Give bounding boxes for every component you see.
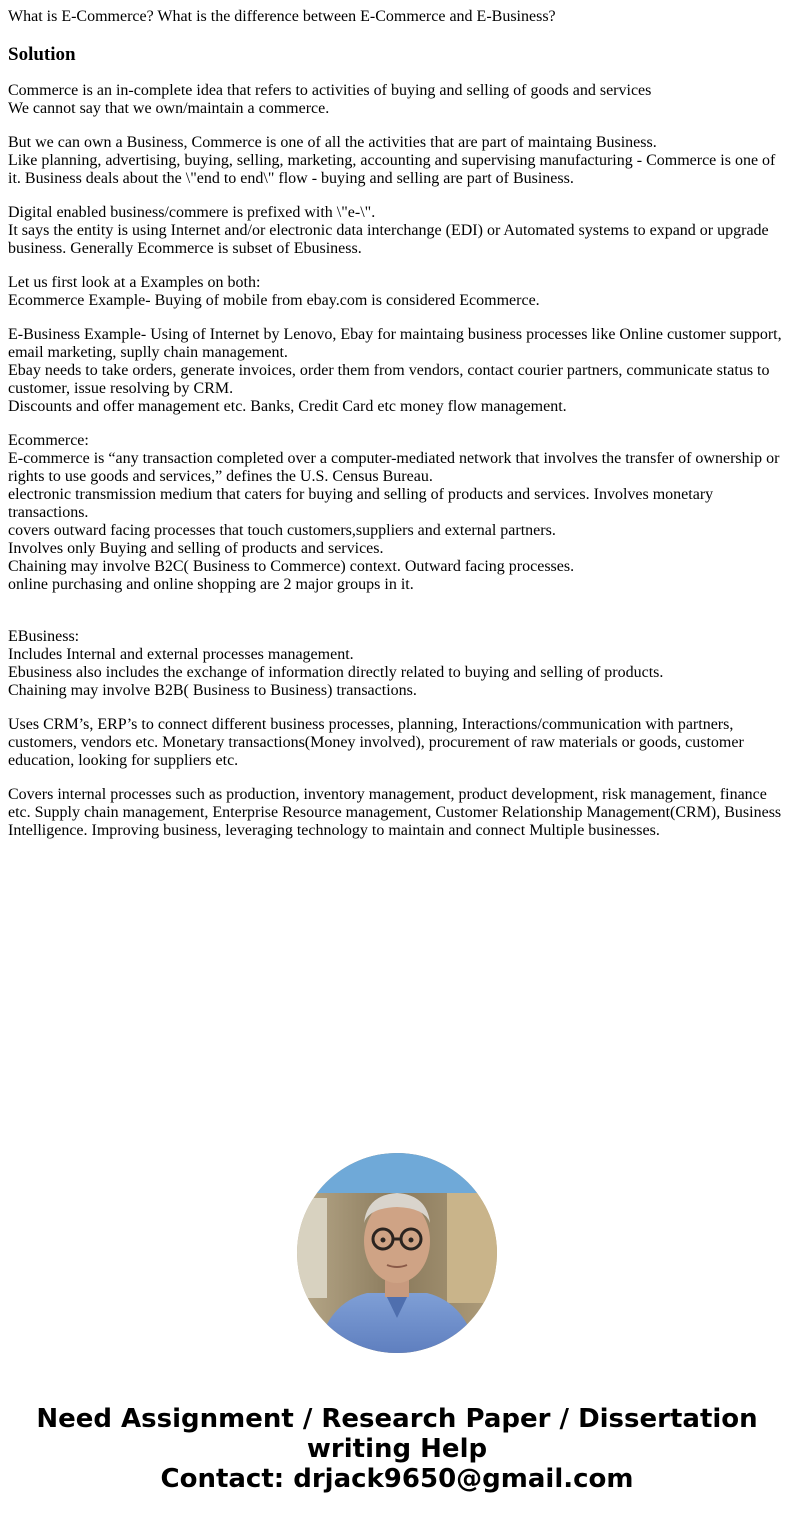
author-photo <box>297 1153 497 1353</box>
paragraph-line: Ecommerce: <box>8 432 89 449</box>
paragraph-examples <box>8 274 786 310</box>
paragraph-line: Involves only Buying and selling of products and services. <box>8 540 384 557</box>
question-text: What is E-Commerce? What is the difference between E-Commerce and E-Business? <box>8 8 556 25</box>
paragraph-line: Like planning, advertising, buying, selling, marketing, accounting and supervising manufacturing - Commerce is one of it. Business deals about the \"end to end\" flow - buying and selling are part of Business. <box>8 152 776 187</box>
paragraph-line: Digital enabled business/commere is prefixed with \"e-\". <box>8 204 376 221</box>
paragraph-line: Discounts and offer management etc. Banks, Credit Card etc money flow management. <box>8 398 567 415</box>
paragraph-line: Ecommerce Example- Buying of mobile from ebay.com is considered Ecommerce. <box>8 292 540 309</box>
paragraph-line: We cannot say that we own/maintain a commerce. <box>8 100 330 117</box>
paragraph-digital <box>8 204 786 258</box>
paragraph-line: covers outward facing processes that touch customers,suppliers and external partners. <box>8 522 556 539</box>
author-photo-image <box>297 1153 497 1353</box>
paragraph-line: Uses CRM’s, ERP’s to connect different business processes, planning, Interactions/communication with partners, customers, vendors etc. Monetary transactions(Money involved), procurement of raw materials or goods, customer education, looking for suppliers etc. <box>8 716 744 769</box>
paragraph-crm-erp <box>8 716 786 770</box>
banner-line: writing Help <box>306 1434 488 1464</box>
solution-heading: Solution <box>8 44 76 65</box>
banner-line: Need Assignment / Research Paper / Dissertation <box>36 1404 758 1434</box>
paragraph-commerce-intro <box>8 82 786 118</box>
paragraph-line: EBusiness: <box>8 628 80 645</box>
paragraph-line: But we can own a Business, Commerce is one of all the activities that are part of maintaing Business. <box>8 134 657 151</box>
paragraph-line: Chaining may involve B2C( Business to Commerce) context. Outward facing processes. <box>8 558 575 575</box>
paragraph-line: E-Business Example- Using of Internet by Lenovo, Ebay for maintaing business processes like Online customer support, email marketing, suplly chain management. <box>8 326 782 361</box>
paragraph-line: online purchasing and online shopping are 2 major groups in it. <box>8 576 414 593</box>
paragraph-line: Includes Internal and external processes management. <box>8 646 354 663</box>
paragraph-ebusiness-example <box>8 326 786 416</box>
paragraph-ebusiness-definition <box>8 628 786 700</box>
paragraph-line: Commerce is an in-complete idea that refers to activities of buying and selling of goods and services <box>8 82 652 99</box>
paragraph-business <box>8 134 786 188</box>
paragraph-line: E-commerce is “any transaction completed over a computer-mediated network that involves the transfer of ownership or rights to use goods and services,” defines the U.S. Census Bureau. <box>8 450 780 485</box>
document-body <box>8 8 786 856</box>
paragraph-ecommerce-definition <box>8 432 786 594</box>
paragraph-line: Ebay needs to take orders, generate invoices, order them from vendors, contact courier partners, communicate status to customer, issue resolving by CRM. <box>8 362 770 397</box>
paragraph-internal-processes <box>8 786 786 840</box>
paragraph-line: It says the entity is using Internet and/or electronic data interchange (EDI) or Automated systems to expand or upgrade business. Generally Ecommerce is subset of Ebusiness. <box>8 222 769 257</box>
paragraph-line: Chaining may involve B2B( Business to Business) transactions. <box>8 682 417 699</box>
paragraph-line: Covers internal processes such as production, inventory management, product development, risk management, finance etc. Supply chain management, Enterprise Resource management, Customer Relationship Management(CRM), Business Intelligence. Improving business, leveraging technology to maintain and connect Multiple businesses. <box>8 786 782 839</box>
contact-email: Contact: drjack9650@gmail.com <box>160 1464 634 1494</box>
paragraph-line: Let us first look at a Examples on both: <box>8 274 261 291</box>
paragraph-line: electronic transmission medium that caters for buying and selling of products and services. Involves monetary transactions. <box>8 486 714 521</box>
contact-banner <box>0 1404 794 1494</box>
paragraph-line: Ebusiness also includes the exchange of information directly related to buying and selling of products. <box>8 664 664 681</box>
